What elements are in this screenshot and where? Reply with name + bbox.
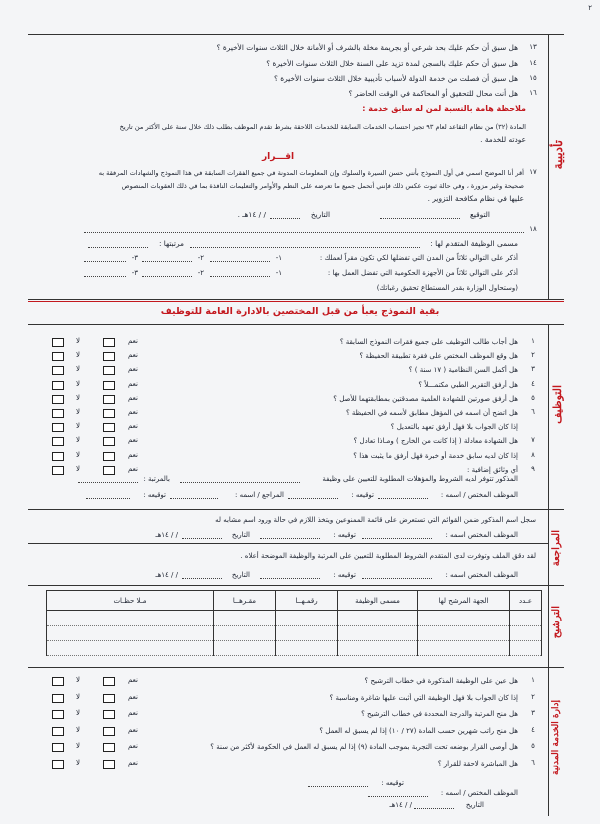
- question-number: ٦: [531, 408, 535, 416]
- column-header: الجهة المرشح لها: [418, 591, 510, 611]
- date-field[interactable]: [414, 808, 454, 809]
- declaration-text: عليها في نظام مكافحة التزوير .: [427, 194, 524, 203]
- rank-label: مرتبتها :: [158, 239, 184, 248]
- yes-label: نعم: [128, 725, 138, 734]
- question-text: هل أوصى القرار بوضعه تحت التجربة بموجب المادة (٩) إذا لم يسبق له العمل في الحكومة لأكثر من سنة ؟: [210, 743, 518, 752]
- no-label: لا: [76, 676, 80, 684]
- question-text: هل منح المرتبة والدرجة المحددة في خطاب الترشيح ؟: [361, 710, 518, 719]
- yes-label: نعم: [128, 742, 138, 751]
- date-format: / / ١٤هـ: [389, 801, 412, 809]
- yes-checkbox[interactable]: [103, 352, 115, 361]
- table-row: [47, 611, 542, 626]
- yes-label: نعم: [128, 379, 138, 388]
- question-text: هل المباشرة لاحقة للقرار ؟: [437, 760, 518, 768]
- review-section-title: المراجعة: [551, 530, 562, 567]
- date-field[interactable]: [182, 578, 222, 579]
- table-cell[interactable]: [214, 626, 276, 641]
- date-format: / / ١٤هـ .: [237, 210, 266, 219]
- reviewer-signature-field[interactable]: [86, 498, 130, 499]
- yes-label: نعم: [128, 393, 138, 402]
- reviewer-name-label: المراجع / اسمه :: [235, 491, 284, 499]
- question-text: إذا كان الجواب بلا فهل أرفق تعهد بالتعديل ؟: [390, 423, 518, 432]
- qualified-job-field[interactable]: [180, 482, 300, 483]
- officer-name-field[interactable]: [368, 796, 428, 797]
- question-number: ١: [531, 337, 535, 345]
- officer-signature-field[interactable]: [308, 786, 368, 787]
- yes-label: نعم: [128, 408, 138, 416]
- separator-dots: [84, 232, 524, 233]
- question-text: هل عين على الوظيفة المذكورة في خطاب الترشيح ؟: [364, 677, 518, 685]
- civil-service-section-title: إدارة الخدمة المدنية: [551, 700, 561, 775]
- date-label: التاريخ: [465, 801, 484, 809]
- no-label: لا: [76, 337, 80, 345]
- question-text: هل أنت محال للتحقيق أو المحاكمة في الوقت الحاضر ؟: [348, 89, 518, 98]
- table-cell[interactable]: [47, 611, 214, 626]
- date-label: التاريخ: [310, 210, 330, 219]
- table-cell[interactable]: [47, 641, 214, 656]
- question-text: هل أرفق التقرير الطبي مكتمـــلاً ؟: [418, 380, 518, 389]
- yes-label: نعم: [128, 709, 138, 718]
- table-cell[interactable]: [338, 611, 418, 626]
- table-cell[interactable]: [276, 626, 338, 641]
- reviewer-name-field[interactable]: [170, 498, 218, 499]
- city-2-field[interactable]: [142, 261, 192, 262]
- declaration-text: صحيحة وغير مزورة ، وفي حالة ثبوت عكس ذلك فإنني أتحمل جميع ما تعرضه على النظم والأوامر والتعليمات النافذة بما في ذلك العقوبات المنصوص: [121, 182, 524, 190]
- no-checkbox[interactable]: [52, 710, 64, 719]
- question-number: ٨: [531, 450, 535, 459]
- yes-checkbox[interactable]: [103, 338, 115, 347]
- city-1-field[interactable]: [210, 261, 270, 262]
- no-label: لا: [76, 408, 80, 416]
- note-text: عودته للخدمة .: [480, 135, 526, 144]
- table-cell[interactable]: [418, 641, 510, 656]
- table-cell[interactable]: [510, 626, 542, 641]
- question-text: هل وقع الموظف المختص على فقرة تطبيقة الحفيظة ؟: [359, 352, 518, 361]
- no-label: لا: [76, 725, 80, 734]
- yes-checkbox[interactable]: [103, 409, 115, 418]
- question-number: ٥: [531, 393, 535, 402]
- no-checkbox[interactable]: [52, 743, 64, 752]
- no-checkbox[interactable]: [52, 437, 64, 446]
- question-number: ٢: [531, 692, 535, 701]
- officer-name-field[interactable]: [362, 538, 432, 539]
- no-checkbox[interactable]: [52, 677, 64, 686]
- column-header: عـدد: [510, 591, 542, 611]
- question-number: ١٨: [529, 225, 537, 233]
- yes-checkbox[interactable]: [103, 423, 115, 432]
- officer-name-label: الموظف المختص / اسمه :: [440, 789, 518, 797]
- officer-signature-field[interactable]: [260, 538, 320, 539]
- blacklist-check-text: سجل اسم المذكور ضمن القوائم التي تستعرض على قائمة الممنوعين ويتخذ اللازم في حالة ورود اسم مشابه له: [215, 516, 536, 524]
- qualified-statement: المذكور تتوفر لديه الشروط والمؤهلات المطلوبة للتعيين على وظيفة: [322, 475, 518, 483]
- column-header: مـلا حظـات: [47, 591, 214, 611]
- choice-number: ١-: [275, 269, 282, 277]
- declaration-text: أقر أنا الموضح اسمي في أول النموذج بأنني حسن السيرة والسلوك وإن المعلومات المدونة في جميع الفقرات السابقة في هذا النموذج والشهادات المرفقة به: [98, 169, 524, 177]
- table-cell[interactable]: [214, 611, 276, 626]
- no-checkbox[interactable]: [52, 466, 64, 475]
- agency-3-field[interactable]: [84, 276, 126, 277]
- column-header: مسمى الوظيفة: [338, 591, 418, 611]
- yes-checkbox[interactable]: [103, 395, 115, 404]
- question-number: ٥: [531, 742, 535, 751]
- yes-label: نعم: [128, 464, 138, 473]
- signature-label: توقيعه :: [333, 571, 356, 579]
- yes-checkbox[interactable]: [103, 743, 115, 752]
- no-label: لا: [76, 464, 80, 473]
- signature-label: توقيعه :: [143, 491, 166, 499]
- yes-label: نعم: [128, 422, 138, 431]
- question-text: إذا كان الجواب بلا فهل الوظيفة التي أثبت عليها شاغرة ومناسبة ؟: [329, 693, 518, 702]
- choice-number: ١-: [275, 254, 282, 262]
- no-label: لا: [76, 379, 80, 388]
- no-checkbox[interactable]: [52, 352, 64, 361]
- table-header-row: [47, 591, 542, 611]
- table-cell[interactable]: [418, 626, 510, 641]
- no-label: لا: [76, 351, 80, 360]
- yes-label: نعم: [128, 759, 138, 767]
- date-field[interactable]: [182, 538, 222, 539]
- yes-checkbox[interactable]: [103, 466, 115, 475]
- question-text: هل سبق أن حكم عليك بالسجن لمدة تزيد على السنة خلال الثلاث سنوات الأخيرة ؟: [266, 59, 518, 68]
- applied-job-label: مسمى الوظيفة المتقدم لها :: [430, 239, 518, 248]
- officer-signature-field[interactable]: [260, 578, 320, 579]
- date-format: / / ١٤هـ: [155, 531, 178, 539]
- ministry-note: (وستحاول الوزارة بقدر المستطاع تحقيق رغباتك): [376, 284, 518, 292]
- choice-number: ٢-: [197, 254, 204, 262]
- signature-label: توقيعه :: [333, 531, 356, 539]
- table-cell[interactable]: [510, 641, 542, 656]
- question-number: ١٦: [529, 89, 537, 97]
- table-cell[interactable]: [47, 626, 214, 641]
- table-cell[interactable]: [214, 641, 276, 656]
- file-verified-text: لقد دقق الملف وتوفرت لدى المتقدم الشروط المطلوبة للتعيين على المرتبة والوظيفة الموضحة أعلاه .: [240, 552, 536, 560]
- yes-label: نعم: [128, 365, 138, 374]
- question-text: هل أجاب طالب التوظيف على جميع فقرات النموذج السابقة ؟: [339, 338, 518, 346]
- officer-signature-field[interactable]: [288, 498, 338, 499]
- no-checkbox[interactable]: [52, 452, 64, 461]
- table-cell[interactable]: [338, 641, 418, 656]
- no-label: لا: [76, 742, 80, 751]
- employment-section-title: التوظيف: [551, 385, 564, 424]
- yes-checkbox[interactable]: [103, 366, 115, 375]
- question-number: ٣: [531, 365, 535, 374]
- rank-field[interactable]: [78, 482, 138, 483]
- question-number: ١: [531, 676, 535, 684]
- employment-section-header: بقية النموذج يعبأ من قبل المختصين بالادارة العامة للتوظيف: [160, 306, 440, 317]
- yes-label: نعم: [128, 450, 138, 459]
- choice-number: ٢-: [197, 269, 204, 277]
- yes-checkbox[interactable]: [103, 710, 115, 719]
- disciplinary-section-title: تأديبية: [551, 140, 565, 170]
- question-number: ٢: [531, 351, 535, 360]
- question-number: ٦: [531, 759, 535, 767]
- question-text: هل الشهادة معادلة ( إذا كانت من الخارج ) ومـاذا تعادل ؟: [353, 437, 518, 446]
- yes-label: نعم: [128, 436, 138, 445]
- no-checkbox[interactable]: [52, 423, 64, 432]
- no-checkbox[interactable]: [52, 381, 64, 390]
- choice-number: ٣-: [131, 254, 138, 262]
- question-text: هل سبق أن فصلت من خدمة الدولة لأسباب تأديبية خلال الثلاث سنوات الأخيرة ؟: [273, 74, 518, 83]
- no-label: لا: [76, 422, 80, 431]
- officer-name-label: الموظف المختص / اسمه :: [440, 491, 518, 499]
- yes-label: نعم: [128, 337, 138, 345]
- question-number: ١٧: [529, 168, 537, 176]
- rank-label: بالمرتبة :: [143, 475, 170, 483]
- question-number: ١٣: [529, 43, 537, 51]
- no-label: لا: [76, 365, 80, 374]
- yes-checkbox[interactable]: [103, 677, 115, 686]
- question-text: هل سبق أن حكم عليك بحد شرعي أو بجريمة مخلة بالشرف أو الأمانة خلال الثلاث سنوات الأخيرة ؟: [216, 43, 518, 52]
- officer-name-label: الموظف المختص اسمه :: [445, 571, 518, 579]
- signature-label: التوقيع: [469, 210, 490, 219]
- table-cell[interactable]: [418, 611, 510, 626]
- yes-checkbox[interactable]: [103, 381, 115, 390]
- preferred-cities-label: أذكر على التوالي ثلاثاً من المدن التي تفضلها لكي تكون مقراً لعملك :: [319, 254, 518, 262]
- date-format: / / ١٤هـ: [155, 571, 178, 579]
- question-text: هل أرفق صورتين للشهادة العلمية مصدقتين بمطابقتهما للأصل ؟: [333, 394, 518, 403]
- question-text: إذا كان لديه سابق خدمة أو خبرة فهل أرفق ما يثبت هذا ؟: [353, 451, 518, 460]
- date-field[interactable]: [270, 218, 300, 219]
- column-header: مقـرهــا: [214, 591, 276, 611]
- question-number: ٤: [531, 725, 535, 734]
- yes-label: نعم: [128, 351, 138, 360]
- signature-label: توقيعه :: [381, 779, 404, 787]
- no-checkbox[interactable]: [52, 760, 64, 769]
- table-row: [47, 626, 542, 641]
- note-text: المادة (٣٢) من نظام التقاعد لعام ٩٣ تجيز احتساب الخدمات السابقة للخدمات اللاحقة بشرط تقدم الموظف بطلب ذلك خلال سنة على الأكثر من تاريخ: [119, 123, 526, 131]
- question-number: ١٤: [529, 59, 537, 67]
- no-checkbox[interactable]: [52, 694, 64, 703]
- nomination-section-title: الترشيح: [551, 606, 562, 639]
- officer-name-field[interactable]: [362, 578, 432, 579]
- no-checkbox[interactable]: [52, 366, 64, 375]
- nomination-table: [46, 590, 542, 656]
- question-number: ٧: [531, 436, 535, 445]
- table-row: [47, 641, 542, 656]
- yes-checkbox[interactable]: [103, 727, 115, 736]
- preferred-agencies-label: أذكر على التوالي ثلاثاً من الأجهزة الحكومية التي تفضل العمل بها :: [327, 269, 518, 277]
- declaration-title: اقـــرار: [262, 152, 295, 162]
- signature-field[interactable]: [380, 218, 460, 219]
- table-cell[interactable]: [510, 611, 542, 626]
- yes-checkbox[interactable]: [103, 694, 115, 703]
- date-label: التاريخ: [231, 571, 250, 579]
- no-label: لا: [76, 393, 80, 402]
- important-note-title: ملاحظة هامة بالنسبة لمن له سابق خدمة :: [362, 104, 526, 113]
- yes-label: نعم: [128, 692, 138, 701]
- rank-field[interactable]: [88, 247, 148, 248]
- question-text: هل اتضح أن اسمه في المؤهل مطابق لأسمه في الحفيظة ؟: [345, 409, 518, 417]
- question-number: ٣: [531, 709, 535, 718]
- signature-label: توقيعه :: [351, 491, 374, 499]
- agency-2-field[interactable]: [142, 276, 192, 277]
- no-label: لا: [76, 759, 80, 767]
- city-3-field[interactable]: [84, 261, 126, 262]
- table-cell[interactable]: [276, 641, 338, 656]
- question-text: هل أكمل السن النظامية ( ١٧ سنة ) ؟: [408, 366, 518, 375]
- question-number: ٩: [531, 464, 535, 473]
- yes-label: نعم: [128, 676, 138, 684]
- table-cell[interactable]: [338, 626, 418, 641]
- question-text: أي وثائق إضافية :: [467, 465, 518, 474]
- page-number: ٢: [588, 4, 592, 12]
- officer-name-field[interactable]: [378, 498, 428, 499]
- officer-name-label: الموظف المختص اسمه :: [445, 531, 518, 539]
- question-number: ١٥: [529, 74, 537, 82]
- yes-checkbox[interactable]: [103, 760, 115, 769]
- no-checkbox[interactable]: [52, 338, 64, 347]
- no-label: لا: [76, 436, 80, 445]
- no-checkbox[interactable]: [52, 727, 64, 736]
- no-label: لا: [76, 709, 80, 718]
- no-checkbox[interactable]: [52, 395, 64, 404]
- choice-number: ٣-: [131, 269, 138, 277]
- applied-job-field[interactable]: [190, 247, 420, 248]
- date-label: التاريخ: [231, 531, 250, 539]
- table-cell[interactable]: [276, 611, 338, 626]
- column-header: رقمـهــا: [276, 591, 338, 611]
- agency-1-field[interactable]: [210, 276, 270, 277]
- question-text: هل منح راتب شهرين حسب المادة (٢٧ / ١٠) إذا لم يسبق له العمل ؟: [319, 726, 518, 735]
- no-checkbox[interactable]: [52, 409, 64, 418]
- yes-checkbox[interactable]: [103, 452, 115, 461]
- question-number: ٤: [531, 379, 535, 388]
- no-label: لا: [76, 450, 80, 459]
- yes-checkbox[interactable]: [103, 437, 115, 446]
- no-label: لا: [76, 692, 80, 701]
